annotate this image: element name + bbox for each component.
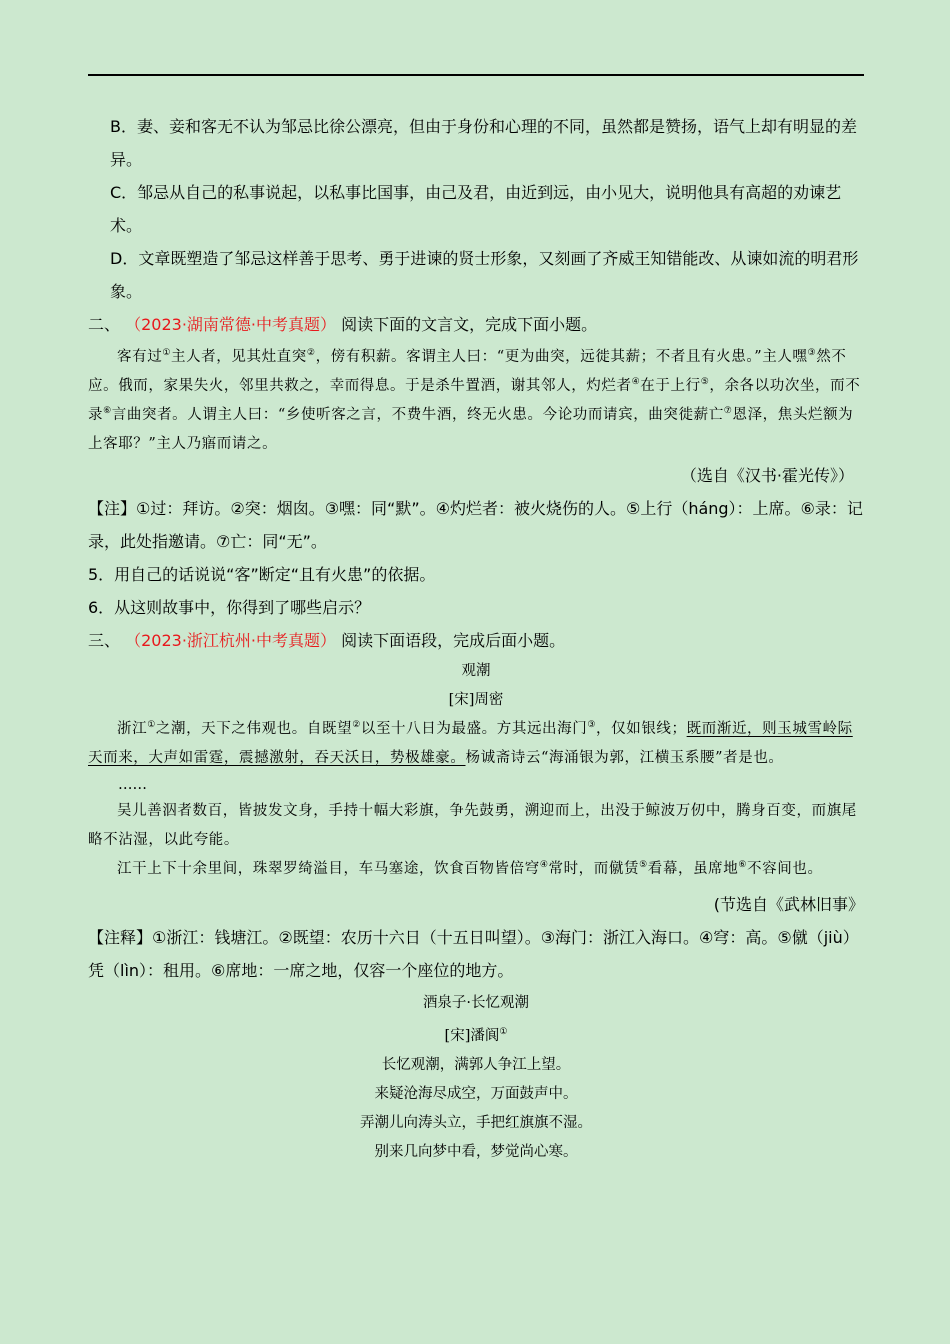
exam-source: （2023·浙江杭州·中考真题） xyxy=(125,631,337,650)
option-d: D．文章既塑造了邹忌这样善于思考、勇于进谏的贤士形象，又刻画了齐威王知错能改、从谏如流的明君形象。 xyxy=(110,249,859,301)
passage-author: [宋]周密 xyxy=(448,692,504,708)
passage-title: 观潮 xyxy=(461,663,491,679)
document-body xyxy=(88,110,864,1167)
header-rule xyxy=(88,74,864,76)
question-5: 5．用自己的话说说“客”断定“且有火患”的依据。 xyxy=(88,565,436,584)
question-6: 6．从这则故事中，你得到了哪些启示？ xyxy=(88,598,371,617)
citation: （选自《汉书·霍光传》） xyxy=(680,466,854,485)
ellipsis: …… xyxy=(118,777,147,793)
section-number: 三、 xyxy=(88,631,121,650)
option-b: B．妻、妾和客无不认为邹忌比徐公漂亮，但由于身份和心理的不同，虽然都是赞扬，语气上却有明显的差异。 xyxy=(110,117,857,169)
section-instruction: 阅读下面的文言文，完成下面小题。 xyxy=(341,315,598,334)
underlined-sentence: 既而渐近，则玉城雪岭际天而来，大声如雷霆，震撼激射，吞天沃日，势极雄豪。 xyxy=(88,721,853,766)
passage-paragraph-1: 浙江①之潮，天下之伟观也。自既望②以至十八日为最盛。方其远出海门③，仅如银线；既而渐近，则玉城雪岭际天而来，大声如雷霆，震撼激射，吞天沃日，势极雄豪。杨诚斋诗云“海涌银为郭，江横玉系腰”者是也。 xyxy=(88,720,853,766)
poem-line: 别来几向梦中看，梦觉尚心寒。 xyxy=(374,1143,578,1160)
passage-paragraph-3: 江干上下十余里间，珠翠罗绮溢目，车马塞途，饮食百物皆倍穹④常时，而僦赁⑤看幕，虽席地⑥不容间也。 xyxy=(117,860,823,877)
citation: (节选自《武林旧事》 xyxy=(713,895,864,914)
exam-source: （2023·湖南常德·中考真题） xyxy=(125,315,337,334)
section-3-heading xyxy=(88,624,864,657)
poem-title: 酒泉子·长忆观潮 xyxy=(422,995,530,1011)
poem-line: 长忆观潮，满郭人争江上望。 xyxy=(381,1056,571,1073)
section-number: 二、 xyxy=(88,315,121,334)
annotation: 【注】①过：拜访。②突：烟囱。③嘿：同“默”。④灼烂者：被火烧伤的人。⑤上行（háng）：上席。⑥录：记录，此处指邀请。⑦亡：同“无”。 xyxy=(88,499,863,551)
poem-author: [宋]潘阆① xyxy=(444,1027,508,1044)
section-instruction: 阅读下面语段，完成后面小题。 xyxy=(341,631,566,650)
poem-line: 来疑沧海尽成空，万面鼓声中。 xyxy=(374,1085,578,1102)
annotation: 【注释】①浙江：钱塘江。②既望：农历十六日（十五日叫望）。③海门：浙江入海口。④穹：高。⑤僦（jiù）凭（lìn）：租用。⑥席地：一席之地，仅容一个座位的地方。 xyxy=(88,928,859,980)
passage-paragraph-2: 吴儿善泅者数百，皆披发文身，手持十幅大彩旗，争先鼓勇，溯迎而上，出没于鲸波万仞中，腾身百变，而旗尾略不沾湿，以此夸能。 xyxy=(88,803,857,848)
poem-line: 弄潮儿向涛头立，手把红旗旗不湿。 xyxy=(360,1114,592,1131)
classical-passage: 客有过①主人者，见其灶直突②，傍有积薪。客谓主人曰：“更为曲突，远徙其薪；不者且有火患。”主人嘿③然不应。俄而，家果失火，邻里共救之，幸而得息。于是杀牛置酒，谢其邻人，灼烂者④在于上行⑤，余各以功次坐，而不录⑥言曲突者。人谓主人曰：“乡使听客之言，不费牛酒，终无火患。今论功而请宾，曲突徙薪亡⑦恩泽，焦头烂额为上客耶？”主人乃寤而请之。 xyxy=(88,348,861,452)
section-2-heading xyxy=(88,308,864,341)
option-c: C．邹忌从自己的私事说起，以私事比国事，由己及君，由近到远，由小见大，说明他具有高超的劝谏艺术。 xyxy=(110,183,842,235)
